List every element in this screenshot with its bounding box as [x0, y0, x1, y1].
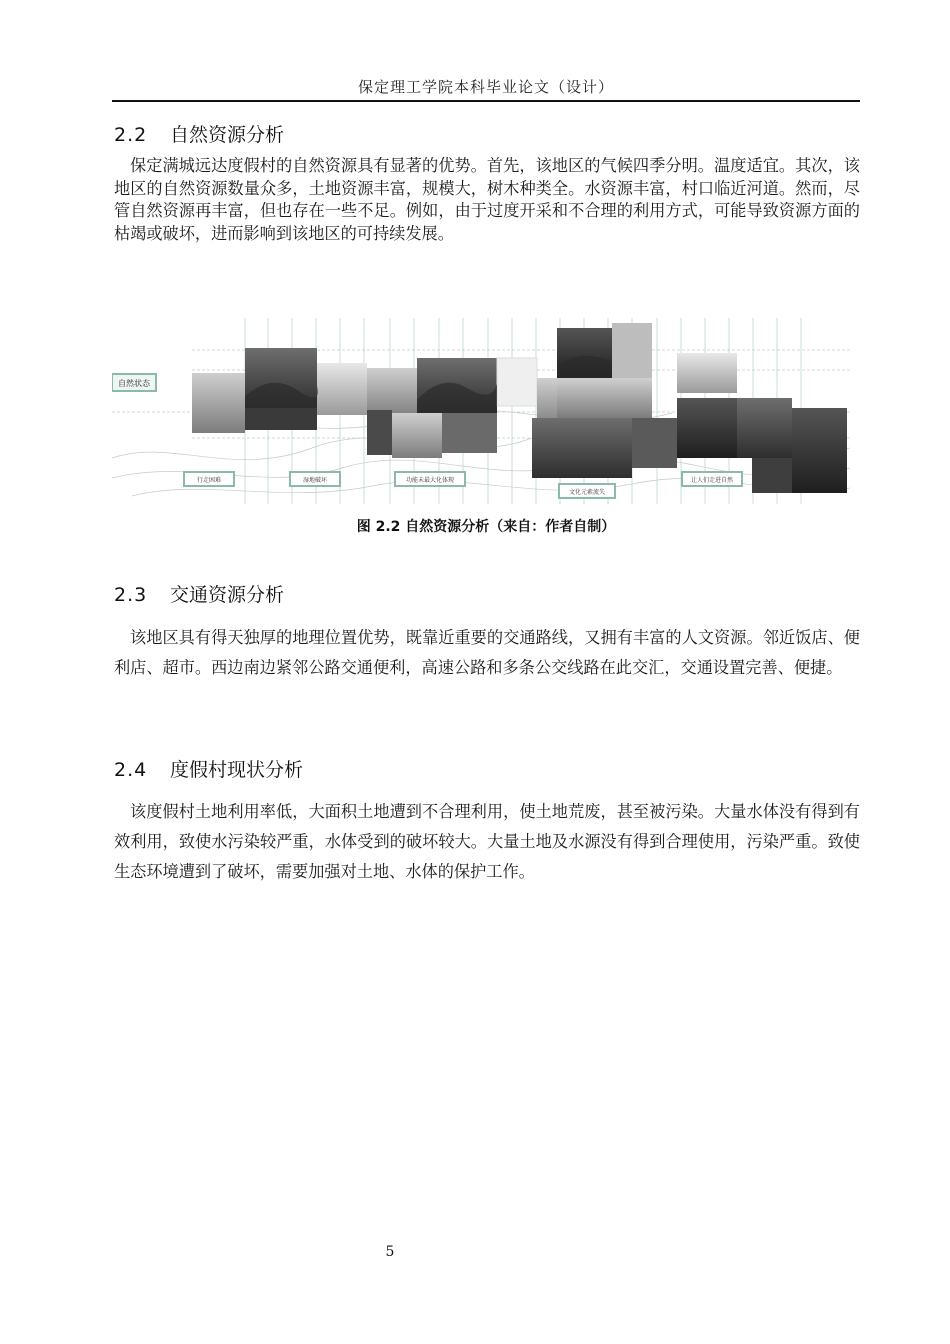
- header-rule: [112, 100, 860, 102]
- figure-label-main: 自然状态: [118, 379, 150, 388]
- section-paragraph: 该地区具有得天独厚的地理位置优势，既靠近重要的交通路线，又拥有丰富的人文资源。邻近饭店、便利店、超市。西边南边紧邻公路交通便利，高速公路和多条公交线路在此交汇，交通设置完善、便捷。: [114, 628, 860, 677]
- page-header: 保定理工学院本科毕业论文（设计）: [357, 78, 614, 96]
- section-heading-2-4: [114, 755, 303, 782]
- figure-label-1: 行走困难: [196, 477, 222, 484]
- section-paragraph: 该度假村土地利用率低，大面积土地遭到不合理利用，使土地荒废，甚至被污染。大量水体没有得到有效利用，致使水污染较严重，水体受到的破坏较大。大量土地及水源没有得到合理使用，污染严重。致使生态环境遭到了破坏，需要加强对土地、水体的保护工作。: [114, 802, 860, 881]
- section-paragraph: 保定满城远达度假村的自然资源具有显著的优势。首先，该地区的气候四季分明。温度适宜。其次，该地区的自然资源数量众多，土地资源丰富，规模大，树木种类全。水资源丰富，村口临近河道。然而，尽管自然资源再丰富，但也存在一些不足。例如，由于过度开采和不合理的利用方式，可能导致资源方面的枯竭或破坏，进而影响到该地区的可持续发展。: [114, 156, 860, 243]
- section-title: 交通资源分析: [170, 584, 285, 606]
- figure-label-2: 湿地破坏: [302, 477, 328, 484]
- section-heading-2-3: [114, 580, 284, 607]
- figure-label-4: 文化元素流失: [568, 489, 606, 496]
- page-number: 5: [385, 1244, 395, 1260]
- figure-label-5: 让人们走进自然: [690, 477, 734, 484]
- figure-collage: [112, 318, 850, 504]
- section-number: 2.2: [114, 124, 148, 146]
- natural-resource-figure: [112, 318, 850, 504]
- section-heading-2-2: [114, 120, 284, 147]
- figure-label-3: 功能未最大化体现: [405, 477, 455, 484]
- figure-caption: 图 2.2 自然资源分析（来自：作者自制）: [356, 519, 616, 535]
- section-number: 2.3: [114, 584, 148, 606]
- section-title: 自然资源分析: [170, 124, 285, 146]
- section-number: 2.4: [114, 759, 148, 781]
- section-title: 度假村现状分析: [170, 759, 304, 781]
